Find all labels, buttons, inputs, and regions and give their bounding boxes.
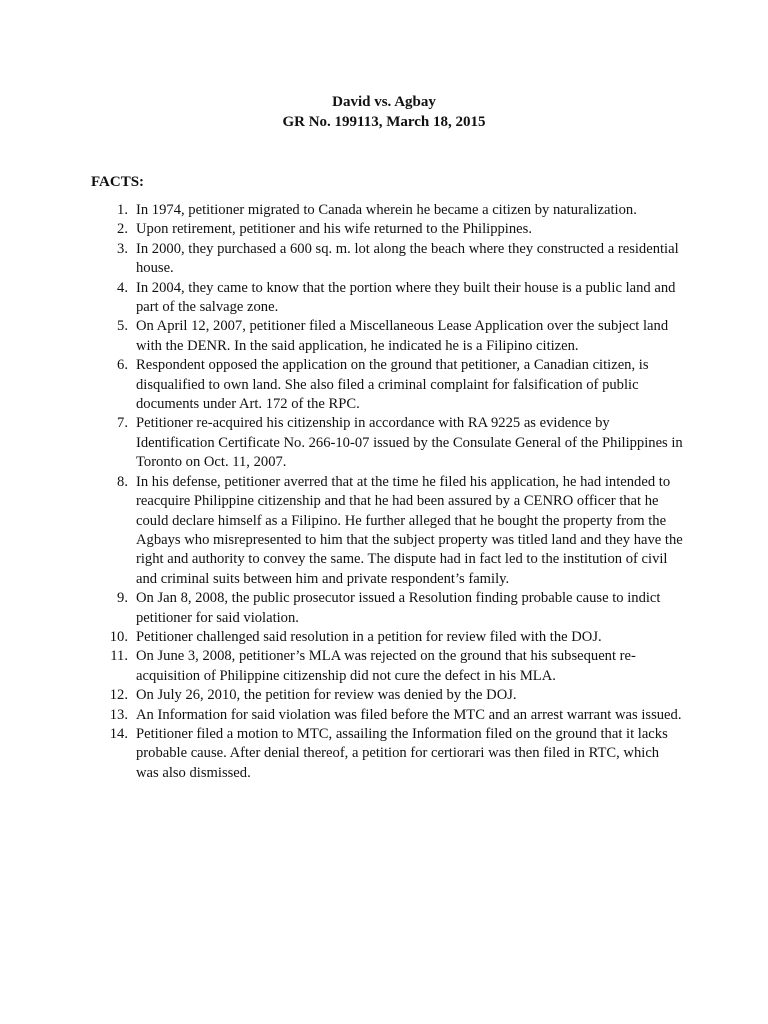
- item-text: An Information for said violation was filed before the MTC and an arrest warrant was issued.: [136, 706, 682, 723]
- item-number: 1.: [117, 202, 128, 218]
- item-number: 4.: [117, 279, 128, 296]
- item-number: 14.: [109, 725, 128, 742]
- item-number: 5.: [117, 318, 128, 335]
- item-number: 10.: [109, 628, 128, 645]
- item-text: Petitioner filed a motion to MTC, assailing the Information filed on the ground that it lacks probable cause. After denial thereof, a petition for certiorari was then filed in RTC, which was also dismissed.: [136, 725, 668, 781]
- list-item: [100, 201, 685, 220]
- item-number: 9.: [117, 590, 128, 607]
- item-number: 11.: [110, 648, 128, 665]
- list-item: [100, 686, 685, 705]
- item-number: 6.: [117, 357, 128, 374]
- item-number: 12.: [109, 687, 128, 704]
- item-number: 3.: [117, 240, 128, 257]
- facts-list: [100, 201, 685, 783]
- item-text: In 2000, they purchased a 600 sq. m. lot along the beach where they constructed a residential house.: [136, 240, 679, 277]
- list-item: [100, 589, 685, 628]
- item-text: In 1974, petitioner migrated to Canada wherein he became a citizen by naturalization.: [136, 202, 637, 218]
- item-number: 8.: [117, 473, 128, 490]
- item-number: 2.: [117, 221, 128, 238]
- item-number: 13.: [109, 706, 128, 723]
- item-text: On July 26, 2010, the petition for review was denied by the DOJ.: [136, 687, 517, 704]
- facts-heading: FACTS:: [91, 174, 145, 190]
- item-text: On Jan 8, 2008, the public prosecutor issued a Resolution finding probable cause to indict petitioner for said violation.: [136, 590, 661, 626]
- item-text: Respondent opposed the application on the ground that petitioner, a Canadian citizen, is disqualified to own land. She also filed a criminal complaint for falsification of public documents under Art. 172 of the RPC.: [136, 357, 649, 413]
- case-citation: GR No. 199113, March 18, 2015: [282, 114, 486, 130]
- list-item: [100, 647, 685, 686]
- list-item: [100, 220, 685, 239]
- list-item: [100, 473, 685, 589]
- item-text: Petitioner challenged said resolution in a petition for review filed with the DOJ.: [136, 628, 602, 645]
- list-item: [100, 725, 685, 783]
- item-text: Petitioner re-acquired his citizenship in accordance with RA 9225 as evidence by Identification Certificate No. 266-10-07 issued by the Consulate General of the Philippines in Toronto on Oct. 11, 2007.: [136, 415, 683, 471]
- item-number: 7.: [117, 415, 128, 432]
- item-text: On June 3, 2008, petitioner’s MLA was rejected on the ground that his subsequent re-acquisition of Philippine citizenship did not cure the defect in his MLA.: [136, 648, 636, 684]
- item-text: In his defense, petitioner averred that at the time he filed his application, he had intended to reacquire Philippine citizenship and that he had been assured by a CENRO officer that he could declare himself as a Filipino. He further alleged that he bought the property from the Agbays who misrepresented to him that the subject property was titled land and they have the right and authority to convey the same. The dispute had in fact led to the institution of civil and criminal suits between him and private respondent’s family.: [136, 473, 683, 587]
- list-item: [100, 279, 685, 318]
- list-item: [100, 628, 685, 647]
- list-item: [100, 240, 685, 279]
- list-item: [100, 414, 685, 472]
- list-item: [100, 706, 685, 725]
- item-text: On April 12, 2007, petitioner filed a Miscellaneous Lease Application over the subject land with the DENR. In the said application, he indicated he is a Filipino citizen.: [136, 318, 669, 354]
- title-block: [0, 92, 768, 132]
- case-title: David vs. Agbay: [332, 94, 436, 110]
- item-text: In 2004, they came to know that the portion where they built their house is a public land and part of the salvage zone.: [136, 279, 676, 316]
- list-item: [100, 317, 685, 356]
- list-item: [100, 356, 685, 414]
- item-text: Upon retirement, petitioner and his wife returned to the Philippines.: [136, 221, 532, 238]
